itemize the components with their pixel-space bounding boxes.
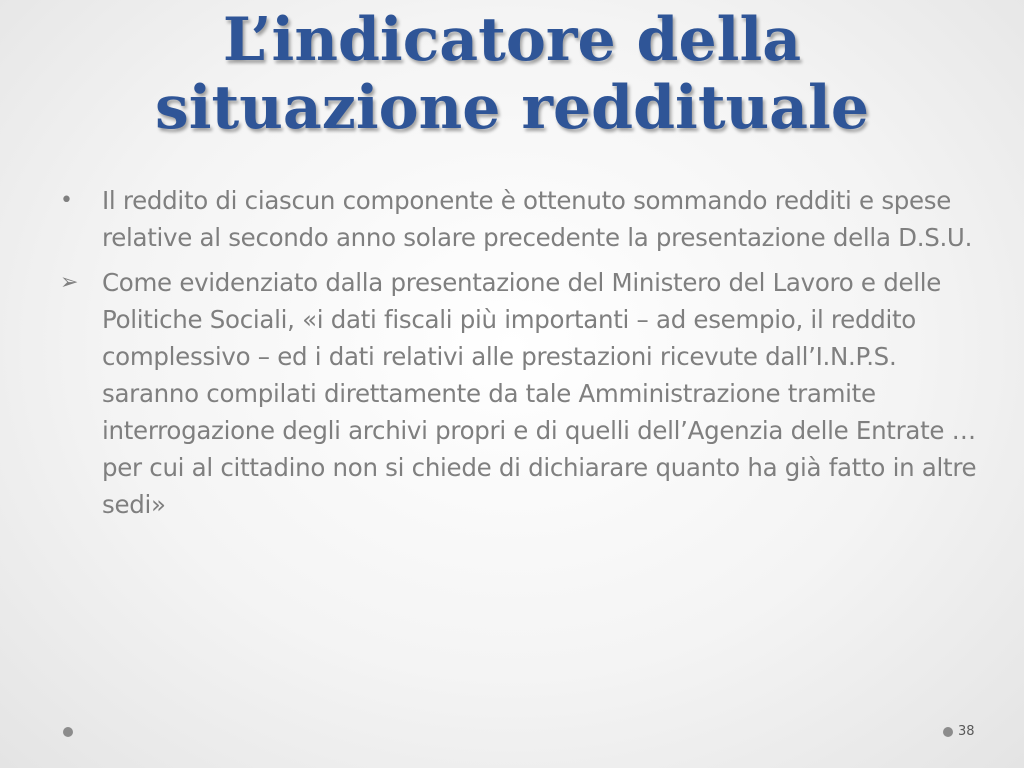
- bullet-text: Come evidenziato dalla presentazione del Ministero del Lavoro e delle Politiche Sociali, «i dati fiscali più importanti – ad esempio, il reddito complessivo – ed i dati relativi alle prestazioni ricevute dall’I.N.P.S. saranno compilati direttamente da tale Amministrazione tramite interrogazione degli archivi propri e di quelli dell’Agenzia delle Entrate … per cui al cittadino non si chiede di dichiarare quanto ha già fatto in altre sedi»: [102, 268, 977, 519]
- arrow-bullet-icon: ➢: [60, 270, 79, 295]
- slide-title-line-2: situazione reddituale: [154, 73, 870, 143]
- footer-dot-icon: [943, 727, 953, 737]
- page-number: 38: [958, 724, 975, 739]
- bullet-item: [60, 264, 980, 523]
- slide-title: [0, 6, 1024, 142]
- slide-title-line-1: L’indicatore della: [222, 5, 802, 75]
- bullet-item: [60, 182, 980, 256]
- bullet-dot-icon: •: [60, 188, 73, 213]
- bullet-text: Il reddito di ciascun componente è ottenuto sommando redditi e spese relative al secondo anno solare precedente la presentazione della D.S.U.: [102, 186, 973, 252]
- footer-dot-icon: [63, 727, 73, 737]
- slide-body: [60, 182, 980, 531]
